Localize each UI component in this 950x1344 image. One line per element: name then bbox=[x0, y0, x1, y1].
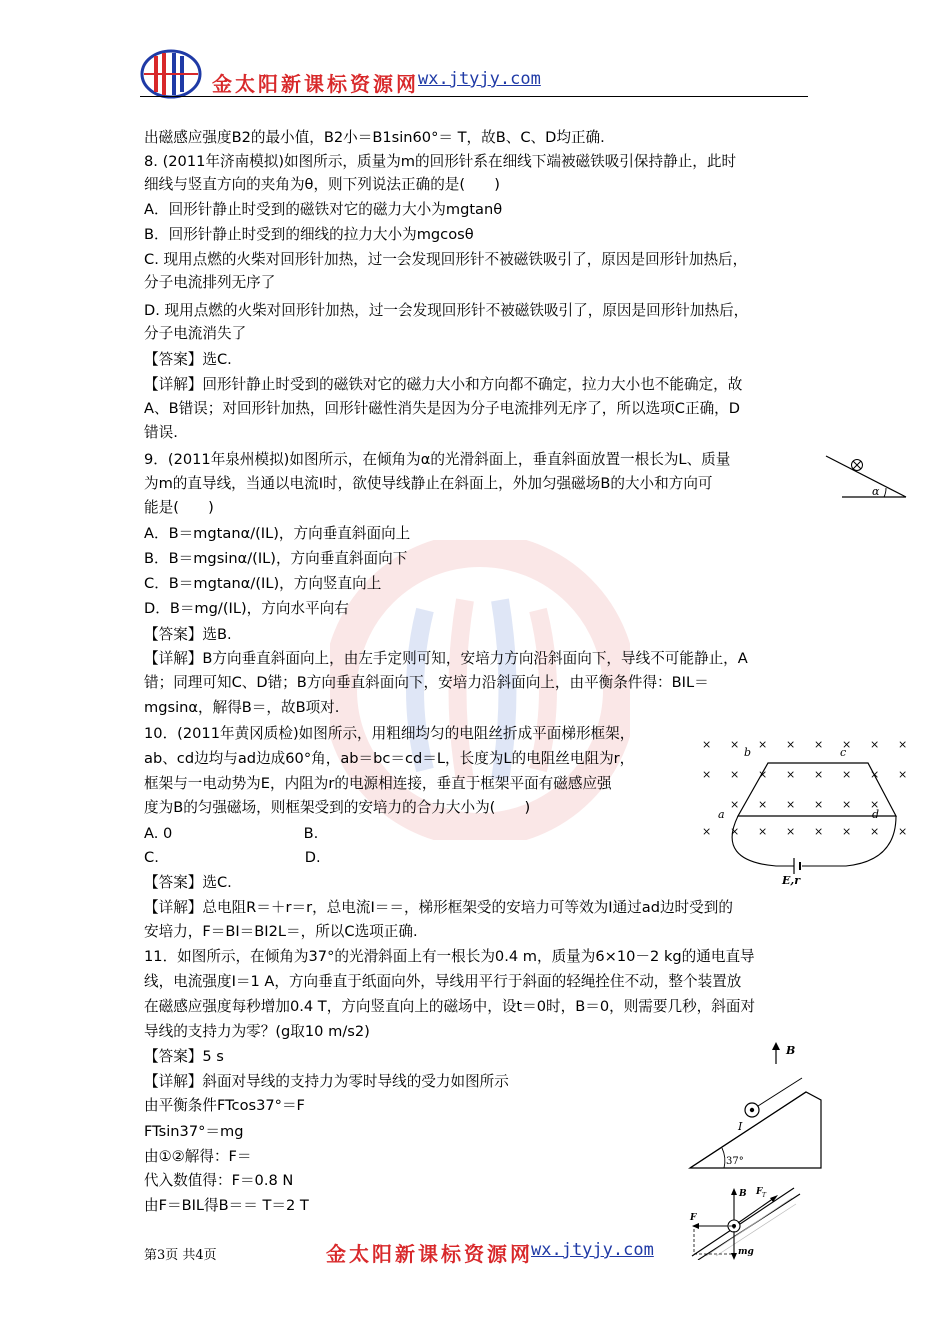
page-header bbox=[140, 48, 808, 98]
vertex-d-label: d bbox=[872, 808, 880, 821]
field-cross-mark: × bbox=[730, 768, 740, 781]
vertex-c-label: c bbox=[840, 746, 847, 759]
text-line: 分子电流消失了 bbox=[144, 325, 247, 342]
text-line: 能是( ) bbox=[144, 499, 214, 516]
options-cd: C. D. bbox=[144, 849, 321, 866]
field-cross-mark: × bbox=[730, 738, 740, 751]
field-cross-mark: × bbox=[870, 738, 880, 751]
footer-brand: 金太阳新课标资源网 bbox=[326, 1242, 533, 1266]
explanation-line: 错；同理可知C、D错；B方向垂直斜面向下，安培力沿斜面向上，由平衡条件得：BIL＝ bbox=[144, 674, 709, 691]
explanation-line: 【详解】总电阻R＝＋r＝r，总电流I＝＝，梯形框架受的安培力可等效为I通过ad边时受到的 bbox=[144, 899, 733, 916]
field-cross-mark: × bbox=[842, 825, 852, 838]
explanation-line: 【详解】斜面对导线的支持力为零时导线的受力如图所示 bbox=[144, 1073, 509, 1090]
field-cross-mark: × bbox=[898, 738, 908, 751]
field-cross-mark: × bbox=[842, 798, 852, 811]
text-line: 分子电流排列无序了 bbox=[144, 274, 276, 291]
explanation-line: A、B错误；对回形针加热，回形针磁性消失是因为分子电流排列无序了，所以选项C正确，D bbox=[144, 400, 740, 417]
field-cross-mark: × bbox=[842, 768, 852, 781]
field-cross-mark: × bbox=[786, 768, 796, 781]
field-cross-mark: × bbox=[730, 825, 740, 838]
text-line: ab、cd边均与ad边成60°角，ab＝bc＝cd＝L，长度为L的电阻丝电阻为r， bbox=[144, 750, 635, 767]
jty-logo-icon bbox=[140, 48, 202, 100]
text-line: 导线的支持力为零？(g取10 m/s2) bbox=[144, 1023, 370, 1040]
field-cross-mark: × bbox=[870, 768, 880, 781]
equation-line: 由F＝BIL得B＝＝ T＝2 T bbox=[144, 1197, 309, 1214]
field-cross-mark: × bbox=[786, 738, 796, 751]
field-cross-mark: × bbox=[758, 738, 768, 751]
field-cross-mark: × bbox=[786, 798, 796, 811]
footer-url-link[interactable]: wx.jtyjy.com bbox=[531, 1240, 654, 1260]
field-cross-mark: × bbox=[758, 768, 768, 781]
field-cross-mark: × bbox=[814, 798, 824, 811]
field-cross-mark: × bbox=[758, 798, 768, 811]
text-line: 线，电流强度I＝1 A，方向垂直于纸面向外，导线用平行于斜面的轻绳拴住不动，整个装置放 bbox=[144, 973, 742, 990]
field-cross-mark: × bbox=[842, 738, 852, 751]
text-line: 为m的直导线，当通以电流I时，欲使导线静止在斜面上，外加匀强磁场B的大小和方向可 bbox=[144, 475, 713, 492]
field-cross-mark: × bbox=[702, 825, 712, 838]
angle-alpha-label: α bbox=[872, 485, 880, 498]
explanation-line: 错误. bbox=[144, 424, 178, 441]
option-b: B．回形针静止时受到的细线的拉力大小为mgcosθ bbox=[144, 226, 474, 243]
field-cross-mark: × bbox=[702, 768, 712, 781]
field-cross-mark: × bbox=[814, 738, 824, 751]
question-11-stem: 11．如图所示，在倾角为37°的光滑斜面上有一根长为0.4 m，质量为6×10－2 kg的通电直导 bbox=[144, 948, 755, 965]
field-cross-mark: × bbox=[814, 768, 824, 781]
weight-mg-label: mg bbox=[738, 1247, 754, 1257]
explanation-line: mgsinα，解得B＝，故B项对. bbox=[144, 699, 340, 716]
text-line: 在磁感应强度每秒增加0.4 T，方向竖直向上的磁场中，设t＝0时，B＝0，则需要几秒，斜面对 bbox=[144, 998, 756, 1015]
trapezoid-circuit-figure-q10 bbox=[696, 736, 916, 886]
option-d: D．B＝mg/(IL)，方向水平向右 bbox=[144, 600, 349, 617]
force-diagram-figure-q11 bbox=[686, 1182, 812, 1260]
field-cross-mark: × bbox=[814, 825, 824, 838]
magnetic-field-crosses bbox=[702, 738, 907, 838]
header-brand: 金太阳新课标资源网 bbox=[212, 72, 419, 96]
question-8-stem: 8. (2011年济南模拟)如图所示，质量为m的回形针系在细线下端被磁铁吸引保持静止，此时 bbox=[144, 153, 737, 170]
option-c: C. 现用点燃的火柴对回形针加热，过一会发现回形针不被磁铁吸引了，原因是回形针加热后， bbox=[144, 251, 748, 268]
text-line: 框架与一电动势为E，内阻为r的电源相连接，垂直于框架平面有磁感应强 bbox=[144, 775, 612, 792]
incline-wire-figure-q11 bbox=[686, 1040, 832, 1172]
vertex-b-label: b bbox=[744, 746, 752, 759]
tension-label: F bbox=[756, 1187, 763, 1197]
equation-line: FTsin37°＝mg bbox=[144, 1123, 244, 1140]
text-line: 度为B的匀强磁场，则框架受到的安培力的合力大小为( ) bbox=[144, 799, 531, 816]
equation-line: 由①②解得：F＝ bbox=[144, 1148, 252, 1165]
header-divider bbox=[140, 96, 808, 97]
option-a: A．回形针静止时受到的磁铁对它的磁力大小为mgtanθ bbox=[144, 201, 503, 218]
header-url-link[interactable]: wx.jtyjy.com bbox=[418, 69, 541, 89]
option-d: D. 现用点燃的火柴对回形针加热，过一会发现回形针不被磁铁吸引了，原因是回形针加热后， bbox=[144, 302, 749, 319]
answer-label: 【答案】选B. bbox=[144, 626, 232, 643]
options-ab: A. 0 B. bbox=[144, 825, 319, 842]
tension-subscript: T bbox=[762, 1192, 767, 1199]
equation-line: 由平衡条件FTcos37°＝F bbox=[144, 1097, 305, 1114]
field-b-label: B bbox=[739, 1189, 747, 1199]
answer-label: 【答案】选C. bbox=[144, 351, 232, 368]
option-a: A．B＝mgtanα/(IL)，方向垂直斜面向上 bbox=[144, 525, 411, 542]
page-number: 第3页 共4页 bbox=[144, 1248, 217, 1263]
field-cross-mark: × bbox=[898, 768, 908, 781]
text-line: 出磁感应强度B2的最小值，B2小＝B1sin60°＝ T，故B、C、D均正确. bbox=[144, 129, 605, 146]
field-cross-mark: × bbox=[702, 738, 712, 751]
field-cross-mark: × bbox=[870, 825, 880, 838]
equation-line: 代入数值得：F＝0.8 N bbox=[144, 1172, 294, 1189]
explanation-line: 【详解】B方向垂直斜面向上，由左手定则可知，安培力方向沿斜面向下，导线不可能静止，A bbox=[144, 650, 748, 667]
field-cross-mark: × bbox=[758, 825, 768, 838]
explanation-line: 【详解】回形针静止时受到的磁铁对它的磁力大小和方向都不确定，拉力大小也不能确定，故 bbox=[144, 376, 743, 393]
explanation-line: 安培力，F＝BI＝BI2L＝，所以C选项正确. bbox=[144, 923, 418, 940]
field-cross-mark: × bbox=[898, 825, 908, 838]
answer-label: 【答案】选C. bbox=[144, 874, 232, 891]
field-b-label: B bbox=[786, 1044, 796, 1057]
battery-label: E,r bbox=[782, 874, 801, 886]
question-9-stem: 9．(2011年泉州模拟)如图所示，在倾角为α的光滑斜面上，垂直斜面放置一根长为L、质量 bbox=[144, 451, 731, 468]
option-b: B．B＝mgsinα/(IL)，方向垂直斜面向下 bbox=[144, 550, 408, 567]
angle-37-label: 37° bbox=[726, 1156, 744, 1167]
current-i-label: I bbox=[738, 1120, 743, 1133]
incline-figure-q9 bbox=[822, 450, 908, 502]
text-line: 细线与竖直方向的夹角为θ，则下列说法正确的是( ) bbox=[144, 176, 500, 193]
question-10-stem: 10．(2011年黄冈质检)如图所示，用粗细均匀的电阻丝折成平面梯形框架， bbox=[144, 725, 635, 742]
field-cross-mark: × bbox=[786, 825, 796, 838]
force-f-label: F bbox=[690, 1213, 697, 1223]
option-c: C．B＝mgtanα/(IL)，方向竖直向上 bbox=[144, 575, 382, 592]
answer-label: 【答案】5 s bbox=[144, 1048, 224, 1065]
vertex-a-label: a bbox=[718, 808, 725, 821]
field-cross-mark: × bbox=[730, 798, 740, 811]
field-cross-mark: × bbox=[870, 798, 880, 811]
